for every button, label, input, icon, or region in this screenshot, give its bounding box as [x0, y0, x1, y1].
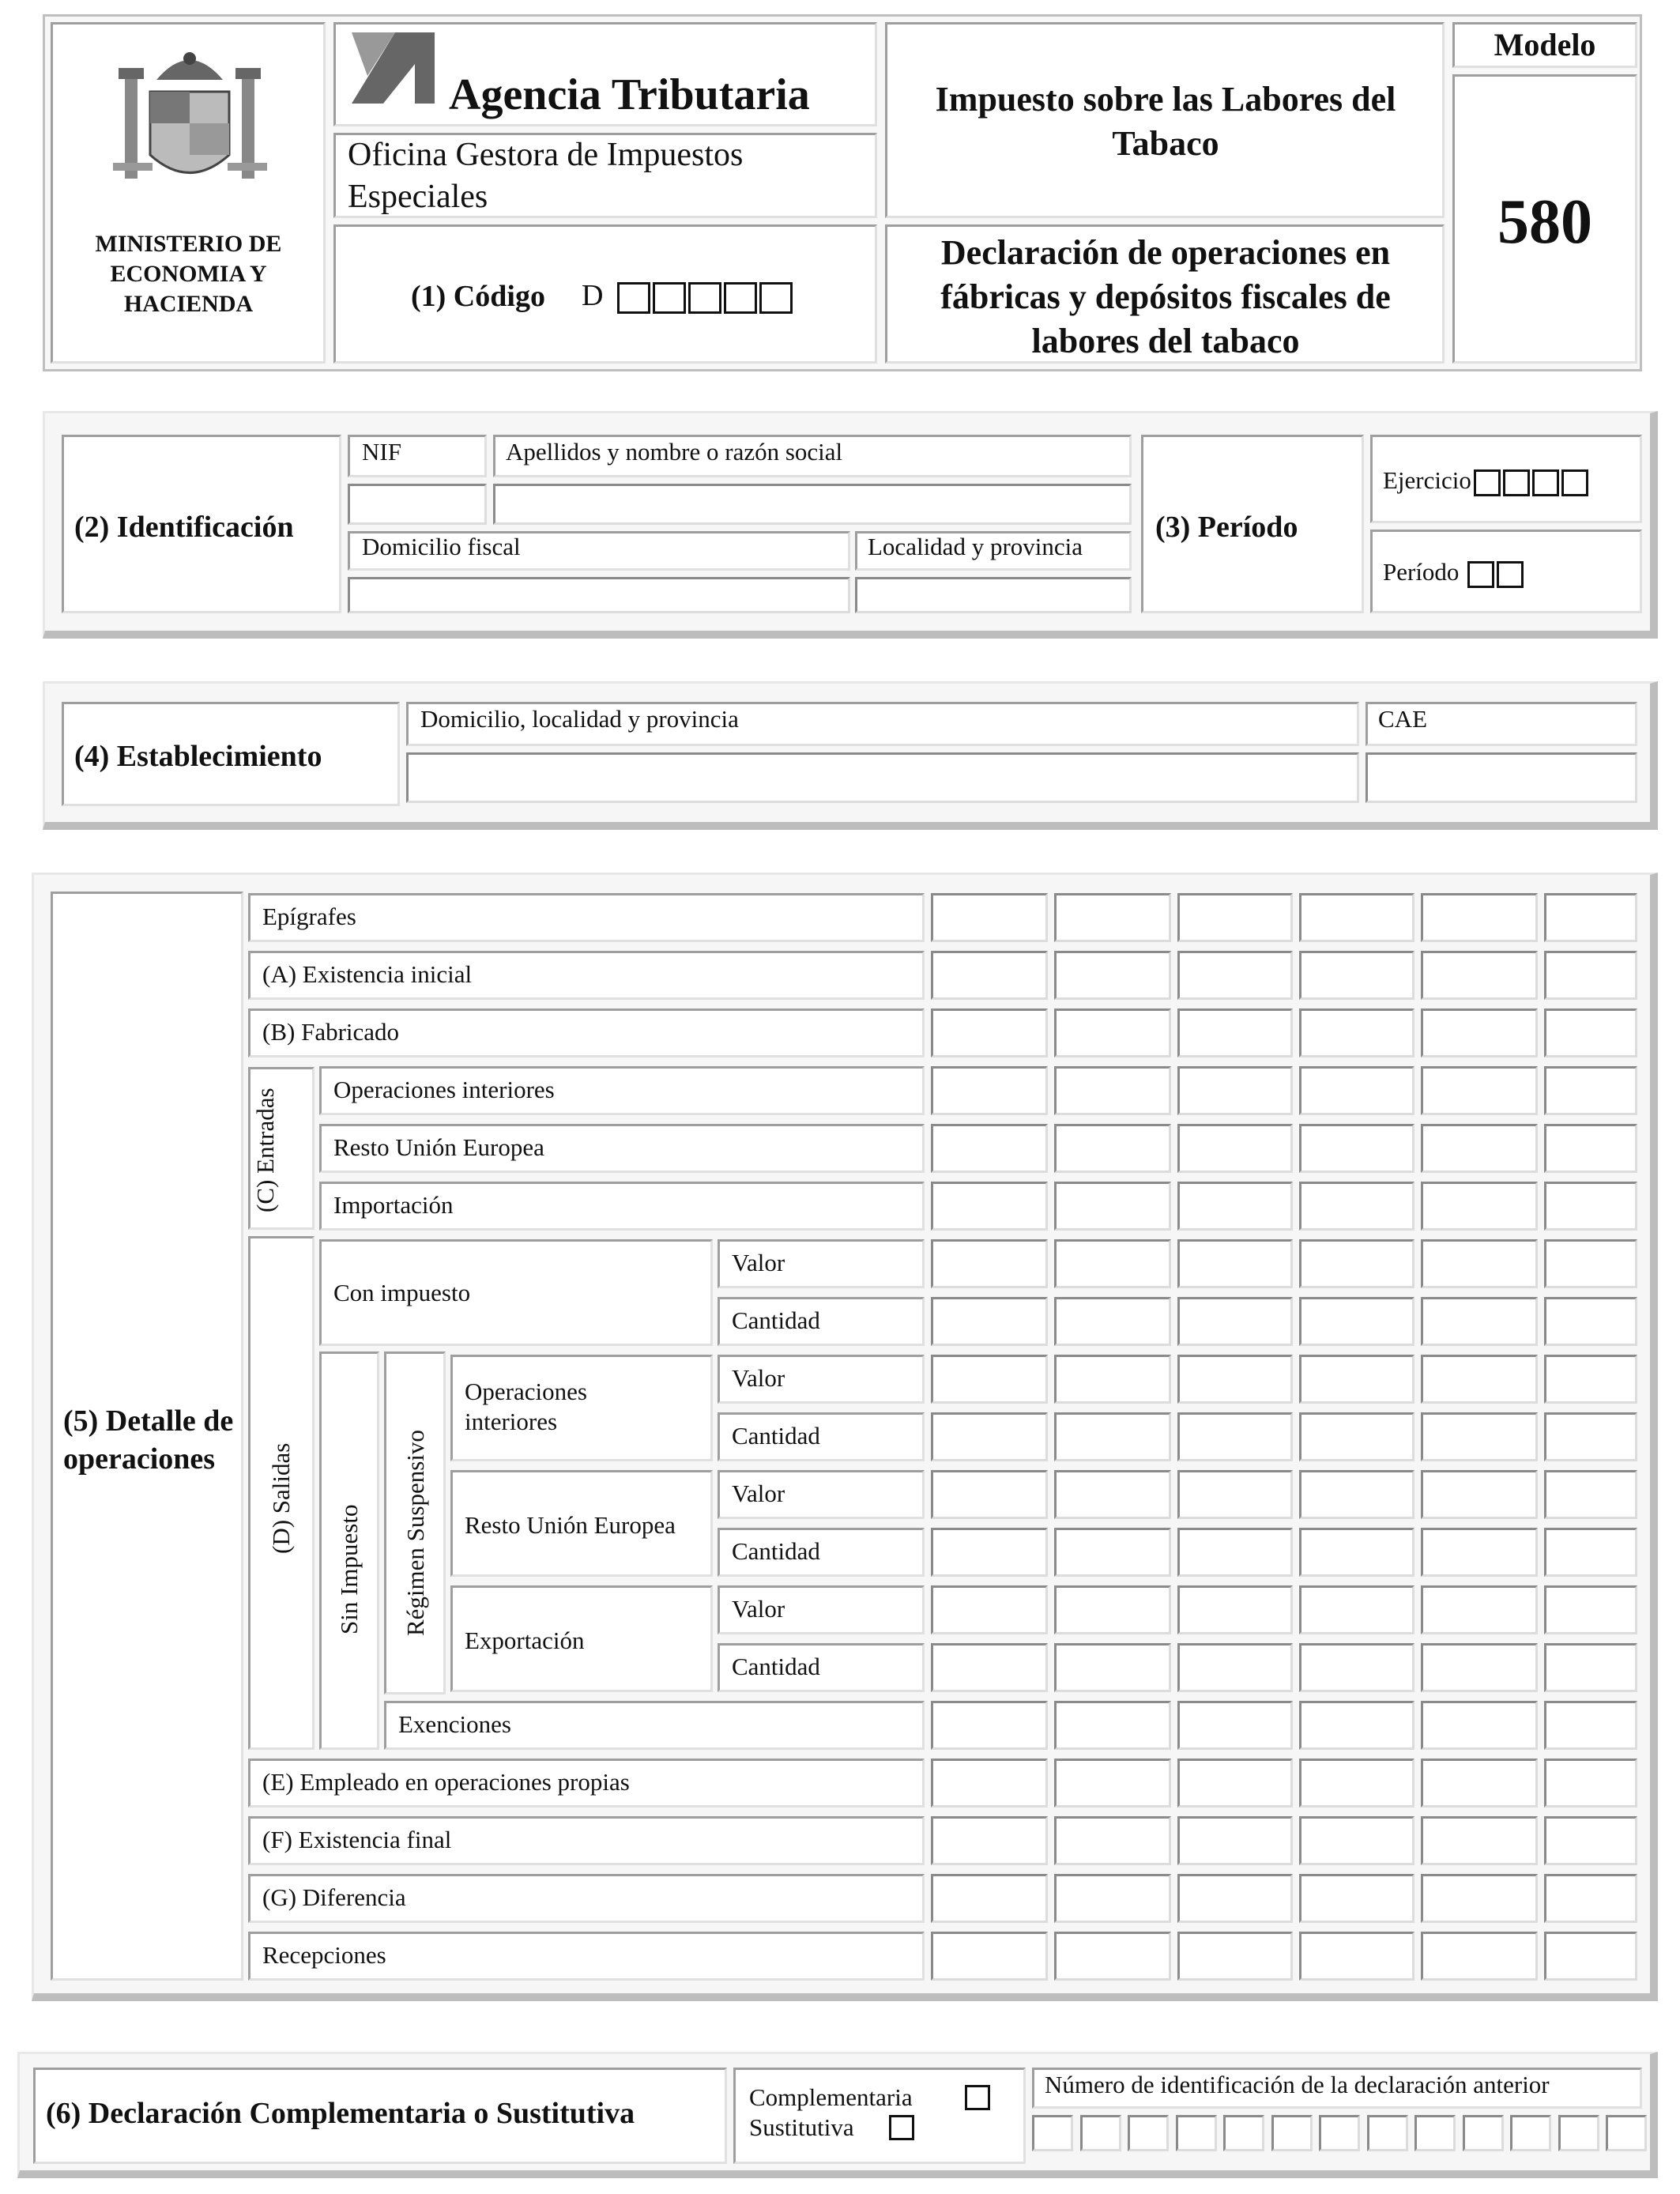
detalle-value-input[interactable] — [1177, 1701, 1293, 1750]
detalle-value-input[interactable] — [1421, 1470, 1538, 1519]
codigo-box[interactable] — [688, 282, 721, 314]
detalle-value-input[interactable] — [931, 1297, 1048, 1346]
cae-label: CAE — [1378, 705, 1427, 733]
salidas-label: (D) Salidas — [267, 1442, 295, 1554]
detalle-value-input[interactable] — [1177, 893, 1293, 942]
agency-name: Agencia Tributaria — [449, 70, 810, 119]
detalle-value-input[interactable] — [1299, 1297, 1414, 1346]
detalle-value-input[interactable] — [1544, 1816, 1637, 1865]
numero-digit-box[interactable] — [1176, 2115, 1217, 2151]
detalle-row-label: Valor — [732, 1249, 785, 1276]
detalle-value-input[interactable] — [931, 1932, 1048, 1981]
sustitutiva-checkbox[interactable] — [889, 2115, 914, 2140]
detalle-value-input[interactable] — [1054, 1528, 1171, 1577]
periodo-label: Período — [1383, 558, 1460, 586]
periodo-box[interactable] — [1467, 561, 1494, 588]
detalle-value-input[interactable] — [1299, 1066, 1414, 1115]
detalle-value-input[interactable] — [1421, 1585, 1538, 1634]
detalle-value-input[interactable] — [931, 1701, 1048, 1750]
detalle-value-input[interactable] — [1544, 1470, 1637, 1519]
detalle-value-input[interactable] — [1177, 1008, 1293, 1057]
detalle-value-input[interactable] — [1299, 1124, 1414, 1173]
detalle-value-input[interactable] — [931, 1066, 1048, 1115]
detalle-value-input[interactable] — [1054, 1759, 1171, 1808]
detalle-value-input[interactable] — [1054, 1470, 1171, 1519]
detalle-value-input[interactable] — [1544, 1066, 1637, 1115]
detalle-value-input[interactable] — [1544, 1182, 1637, 1231]
detalle-value-input[interactable] — [1177, 1816, 1293, 1865]
ejercicio-box[interactable] — [1474, 469, 1501, 496]
detalle-value-input[interactable] — [1421, 1528, 1538, 1577]
detalle-value-input[interactable] — [1421, 893, 1538, 942]
detalle-value-input[interactable] — [1544, 1008, 1637, 1057]
detalle-value-input[interactable] — [1544, 1759, 1637, 1808]
detalle-value-input[interactable] — [1177, 1470, 1293, 1519]
detalle-value-input[interactable] — [1421, 1297, 1538, 1346]
numero-label: Número de identificación de la declaración anterior — [1045, 2071, 1550, 2098]
detalle-value-input[interactable] — [931, 1239, 1048, 1288]
detalle-row-label: Cantidad — [732, 1306, 820, 1334]
detalle-value-input[interactable] — [1054, 1585, 1171, 1634]
detalle-value-input[interactable] — [1177, 1412, 1293, 1461]
detalle-value-input[interactable] — [1054, 1124, 1171, 1173]
detalle-value-input[interactable] — [1421, 1124, 1538, 1173]
detalle-row-label: Resto Unión Europea — [333, 1133, 544, 1161]
detalle-value-input[interactable] — [1421, 1874, 1538, 1923]
detalle-value-input[interactable] — [1299, 1701, 1414, 1750]
detalle-value-input[interactable] — [1421, 1932, 1538, 1981]
detalle-value-input[interactable] — [1544, 1528, 1637, 1577]
establecimiento-domicilio-input[interactable] — [406, 752, 1359, 803]
detalle-row-label: Valor — [732, 1480, 785, 1507]
detalle-value-input[interactable] — [1177, 1355, 1293, 1404]
detalle-value-input[interactable] — [1544, 1412, 1637, 1461]
declaration-title: Declaración de operaciones en fábricas y depósitos fiscales de labores del tabaco — [940, 233, 1391, 360]
modelo-label: Modelo — [1494, 27, 1596, 62]
detalle-value-input[interactable] — [1544, 893, 1637, 942]
complementaria-checkbox[interactable] — [965, 2085, 990, 2110]
ejercicio-label: Ejercicio — [1383, 466, 1471, 494]
periodo-field[interactable] — [1383, 558, 1524, 588]
sustitutiva-label: Sustitutiva — [749, 2113, 854, 2141]
detalle-value-input[interactable] — [1299, 1874, 1414, 1923]
establecimiento-title: (4) Establecimiento — [74, 740, 322, 773]
detalle-value-input[interactable] — [1421, 1239, 1538, 1288]
codigo-box[interactable] — [759, 282, 793, 314]
detalle-group-label: Operaciones interiores — [465, 1378, 587, 1435]
detalle-value-input[interactable] — [1544, 1874, 1637, 1923]
identificacion-title: (2) Identificación — [74, 511, 294, 544]
numero-digit-box[interactable] — [1271, 2115, 1313, 2151]
detalle-value-input[interactable] — [931, 1182, 1048, 1231]
detalle-value-input[interactable] — [1421, 951, 1538, 1000]
complementaria-option[interactable] — [749, 2083, 913, 2112]
detalle-value-input[interactable] — [1177, 1759, 1293, 1808]
detalle-value-input[interactable] — [1544, 1585, 1637, 1634]
detalle-group-label: Exportación — [465, 1627, 585, 1654]
detalle-row-label: Valor — [732, 1595, 785, 1623]
regimen-label: Régimen Suspensivo — [401, 1430, 429, 1636]
detalle-value-input[interactable] — [1299, 1585, 1414, 1634]
detalle-value-input[interactable] — [1299, 1932, 1414, 1981]
sin-impuesto-label: Sin Impuesto — [335, 1504, 363, 1634]
entradas-label: (C) Entradas — [251, 1088, 279, 1212]
detalle-value-input[interactable] — [1054, 1008, 1171, 1057]
cae-input[interactable] — [1365, 752, 1637, 803]
detalle-value-input[interactable] — [1421, 1759, 1538, 1808]
codigo-box[interactable] — [724, 282, 757, 314]
detalle-value-input[interactable] — [1054, 1297, 1171, 1346]
detalle-value-input[interactable] — [1544, 1643, 1637, 1692]
establecimiento-domicilio-label: Domicilio, localidad y provincia — [420, 705, 739, 733]
detalle-value-input[interactable] — [1544, 951, 1637, 1000]
detalle-value-input[interactable] — [1299, 1239, 1414, 1288]
modelo-number: 580 — [1497, 187, 1592, 257]
detalle-value-input[interactable] — [1421, 1816, 1538, 1865]
detalle-row-label: Cantidad — [732, 1653, 820, 1680]
codigo-label: (1) Código — [411, 280, 545, 313]
detalle-value-input[interactable] — [1177, 951, 1293, 1000]
detalle-value-input[interactable] — [1299, 1412, 1414, 1461]
detalle-value-input[interactable] — [1421, 1355, 1538, 1404]
detalle-value-input[interactable] — [1054, 1355, 1171, 1404]
detalle-value-input[interactable] — [1177, 1182, 1293, 1231]
numero-digit-box[interactable] — [1128, 2115, 1169, 2151]
detalle-value-input[interactable] — [1054, 1066, 1171, 1115]
complementaria-label: Complementaria — [749, 2083, 913, 2111]
domicilio-label: Domicilio fiscal — [362, 533, 521, 560]
detalle-value-input[interactable] — [931, 1759, 1048, 1808]
localidad-label: Localidad y provincia — [868, 533, 1083, 560]
detalle-value-input[interactable] — [1299, 1816, 1414, 1865]
numero-digit-box[interactable] — [1319, 2115, 1360, 2151]
periodo-title: (3) Período — [1155, 511, 1298, 544]
detalle-value-input[interactable] — [1544, 1701, 1637, 1750]
nif-input[interactable] — [348, 484, 487, 525]
domicilio-input[interactable] — [348, 577, 850, 613]
detalle-value-input[interactable] — [1177, 1932, 1293, 1981]
detalle-value-input[interactable] — [1054, 1932, 1171, 1981]
tax-title: Impuesto sobre las Labores del Tabaco — [935, 80, 1396, 163]
detalle-value-input[interactable] — [1054, 1816, 1171, 1865]
detalle-value-input[interactable] — [1177, 1297, 1293, 1346]
numero-digit-box[interactable] — [1223, 2115, 1264, 2151]
detalle-value-input[interactable] — [1299, 1759, 1414, 1808]
office-name: Oficina Gestora de Impuestos Especiales — [348, 137, 744, 215]
detalle-value-input[interactable] — [931, 893, 1048, 942]
detalle-group-label: Con impuesto — [333, 1279, 471, 1306]
numero-digit-box[interactable] — [1463, 2115, 1504, 2151]
sustitutiva-option[interactable] — [749, 2113, 854, 2142]
ejercicio-box[interactable] — [1561, 469, 1588, 496]
detalle-value-input[interactable] — [1177, 1528, 1293, 1577]
codigo-field[interactable] — [582, 278, 793, 314]
complementaria-title: (6) Declaración Complementaria o Sustitutiva — [46, 2097, 635, 2130]
detalle-value-input[interactable] — [1544, 1239, 1637, 1288]
detalle-value-input[interactable] — [1421, 1008, 1538, 1057]
detalle-row-label: (G) Diferencia — [262, 1883, 406, 1911]
numero-digit-box[interactable] — [1558, 2115, 1599, 2151]
detalle-value-input[interactable] — [931, 1643, 1048, 1692]
numero-digit-box[interactable] — [1606, 2115, 1647, 2151]
detalle-value-input[interactable] — [931, 1585, 1048, 1634]
codigo-prefix: D — [582, 279, 604, 312]
detalle-row-label: (E) Empleado en operaciones propias — [262, 1768, 630, 1796]
detalle-value-input[interactable] — [1544, 1297, 1637, 1346]
ejercicio-box[interactable] — [1532, 469, 1559, 496]
detalle-row-label: Operaciones interiores — [333, 1076, 555, 1103]
detalle-value-input[interactable] — [1299, 1470, 1414, 1519]
detalle-row-label: Importación — [333, 1191, 454, 1219]
localidad-input[interactable] — [855, 577, 1132, 613]
detalle-value-input[interactable] — [1054, 893, 1171, 942]
detalle-value-input[interactable] — [1544, 1355, 1637, 1404]
detalle-value-input[interactable] — [1544, 1124, 1637, 1173]
agency-logo — [348, 28, 439, 107]
detalle-value-input[interactable] — [1421, 1412, 1538, 1461]
detalle-value-input[interactable] — [1054, 1874, 1171, 1923]
detalle-row-label: Recepciones — [262, 1941, 386, 1969]
detalle-value-input[interactable] — [1054, 1239, 1171, 1288]
numero-digit-box[interactable] — [1510, 2115, 1551, 2151]
detalle-value-input[interactable] — [931, 1874, 1048, 1923]
detalle-value-input[interactable] — [931, 1816, 1048, 1865]
detalle-row-label: Valor — [732, 1364, 785, 1392]
detalle-value-input[interactable] — [1299, 1643, 1414, 1692]
apellidos-input[interactable] — [493, 484, 1132, 525]
detalle-value-input[interactable] — [1299, 1528, 1414, 1577]
detalle-value-input[interactable] — [1177, 1124, 1293, 1173]
detalle-value-input[interactable] — [1299, 893, 1414, 942]
coat-of-arms-logo — [109, 44, 271, 194]
ejercicio-field[interactable] — [1383, 466, 1588, 496]
detalle-group-label: Resto Unión Europea — [465, 1511, 676, 1539]
ejercicio-box[interactable] — [1503, 469, 1530, 496]
detalle-row-label: (F) Existencia final — [262, 1826, 452, 1853]
detalle-value-input[interactable] — [1299, 1355, 1414, 1404]
detalle-value-input[interactable] — [931, 1412, 1048, 1461]
detalle-value-input[interactable] — [1177, 1239, 1293, 1288]
detalle-value-input[interactable] — [1177, 1585, 1293, 1634]
numero-digit-box[interactable] — [1080, 2115, 1121, 2151]
detalle-row-label: Epígrafes — [262, 903, 356, 930]
detalle-value-input[interactable] — [1421, 1701, 1538, 1750]
detalle-value-input[interactable] — [1421, 1182, 1538, 1231]
detalle-value-input[interactable] — [1054, 951, 1171, 1000]
detalle-value-input[interactable] — [1054, 1412, 1171, 1461]
detalle-value-input[interactable] — [931, 1124, 1048, 1173]
detalle-row-label: (A) Existencia inicial — [262, 960, 473, 988]
detalle-value-input[interactable] — [1177, 1874, 1293, 1923]
ministry-name: MINISTERIO DE ECONOMIA Y HACIENDA — [95, 231, 282, 317]
detalle-value-input[interactable] — [931, 1470, 1048, 1519]
detalle-row-label: Cantidad — [732, 1422, 820, 1449]
detalle-value-input[interactable] — [1054, 1701, 1171, 1750]
detalle-value-input[interactable] — [1421, 1643, 1538, 1692]
detalle-value-input[interactable] — [1421, 1066, 1538, 1115]
detalle-value-input[interactable] — [931, 1355, 1048, 1404]
detalle-value-input[interactable] — [1299, 951, 1414, 1000]
detalle-value-input[interactable] — [1299, 1182, 1414, 1231]
nif-label: NIF — [362, 438, 401, 466]
codigo-box[interactable] — [653, 282, 686, 314]
detalle-value-input[interactable] — [1054, 1643, 1171, 1692]
detalle-value-input[interactable] — [931, 1528, 1048, 1577]
detalle-value-input[interactable] — [931, 1008, 1048, 1057]
detalle-row-label: Exenciones — [398, 1710, 511, 1738]
codigo-box[interactable] — [617, 282, 650, 314]
detalle-title: (5) Detalle de operaciones — [63, 1404, 234, 1476]
numero-digit-box[interactable] — [1414, 2115, 1456, 2151]
numero-digit-box[interactable] — [1032, 2115, 1073, 2151]
detalle-value-input[interactable] — [1544, 1932, 1637, 1981]
numero-digit-box[interactable] — [1367, 2115, 1408, 2151]
detalle-value-input[interactable] — [1177, 1066, 1293, 1115]
periodo-box[interactable] — [1497, 561, 1524, 588]
detalle-value-input[interactable] — [1299, 1008, 1414, 1057]
detalle-row-label: Cantidad — [732, 1537, 820, 1565]
apellidos-label: Apellidos y nombre o razón social — [506, 438, 843, 466]
detalle-value-input[interactable] — [931, 951, 1048, 1000]
detalle-value-input[interactable] — [1177, 1643, 1293, 1692]
detalle-row-label: (B) Fabricado — [262, 1018, 400, 1046]
detalle-value-input[interactable] — [1054, 1182, 1171, 1231]
